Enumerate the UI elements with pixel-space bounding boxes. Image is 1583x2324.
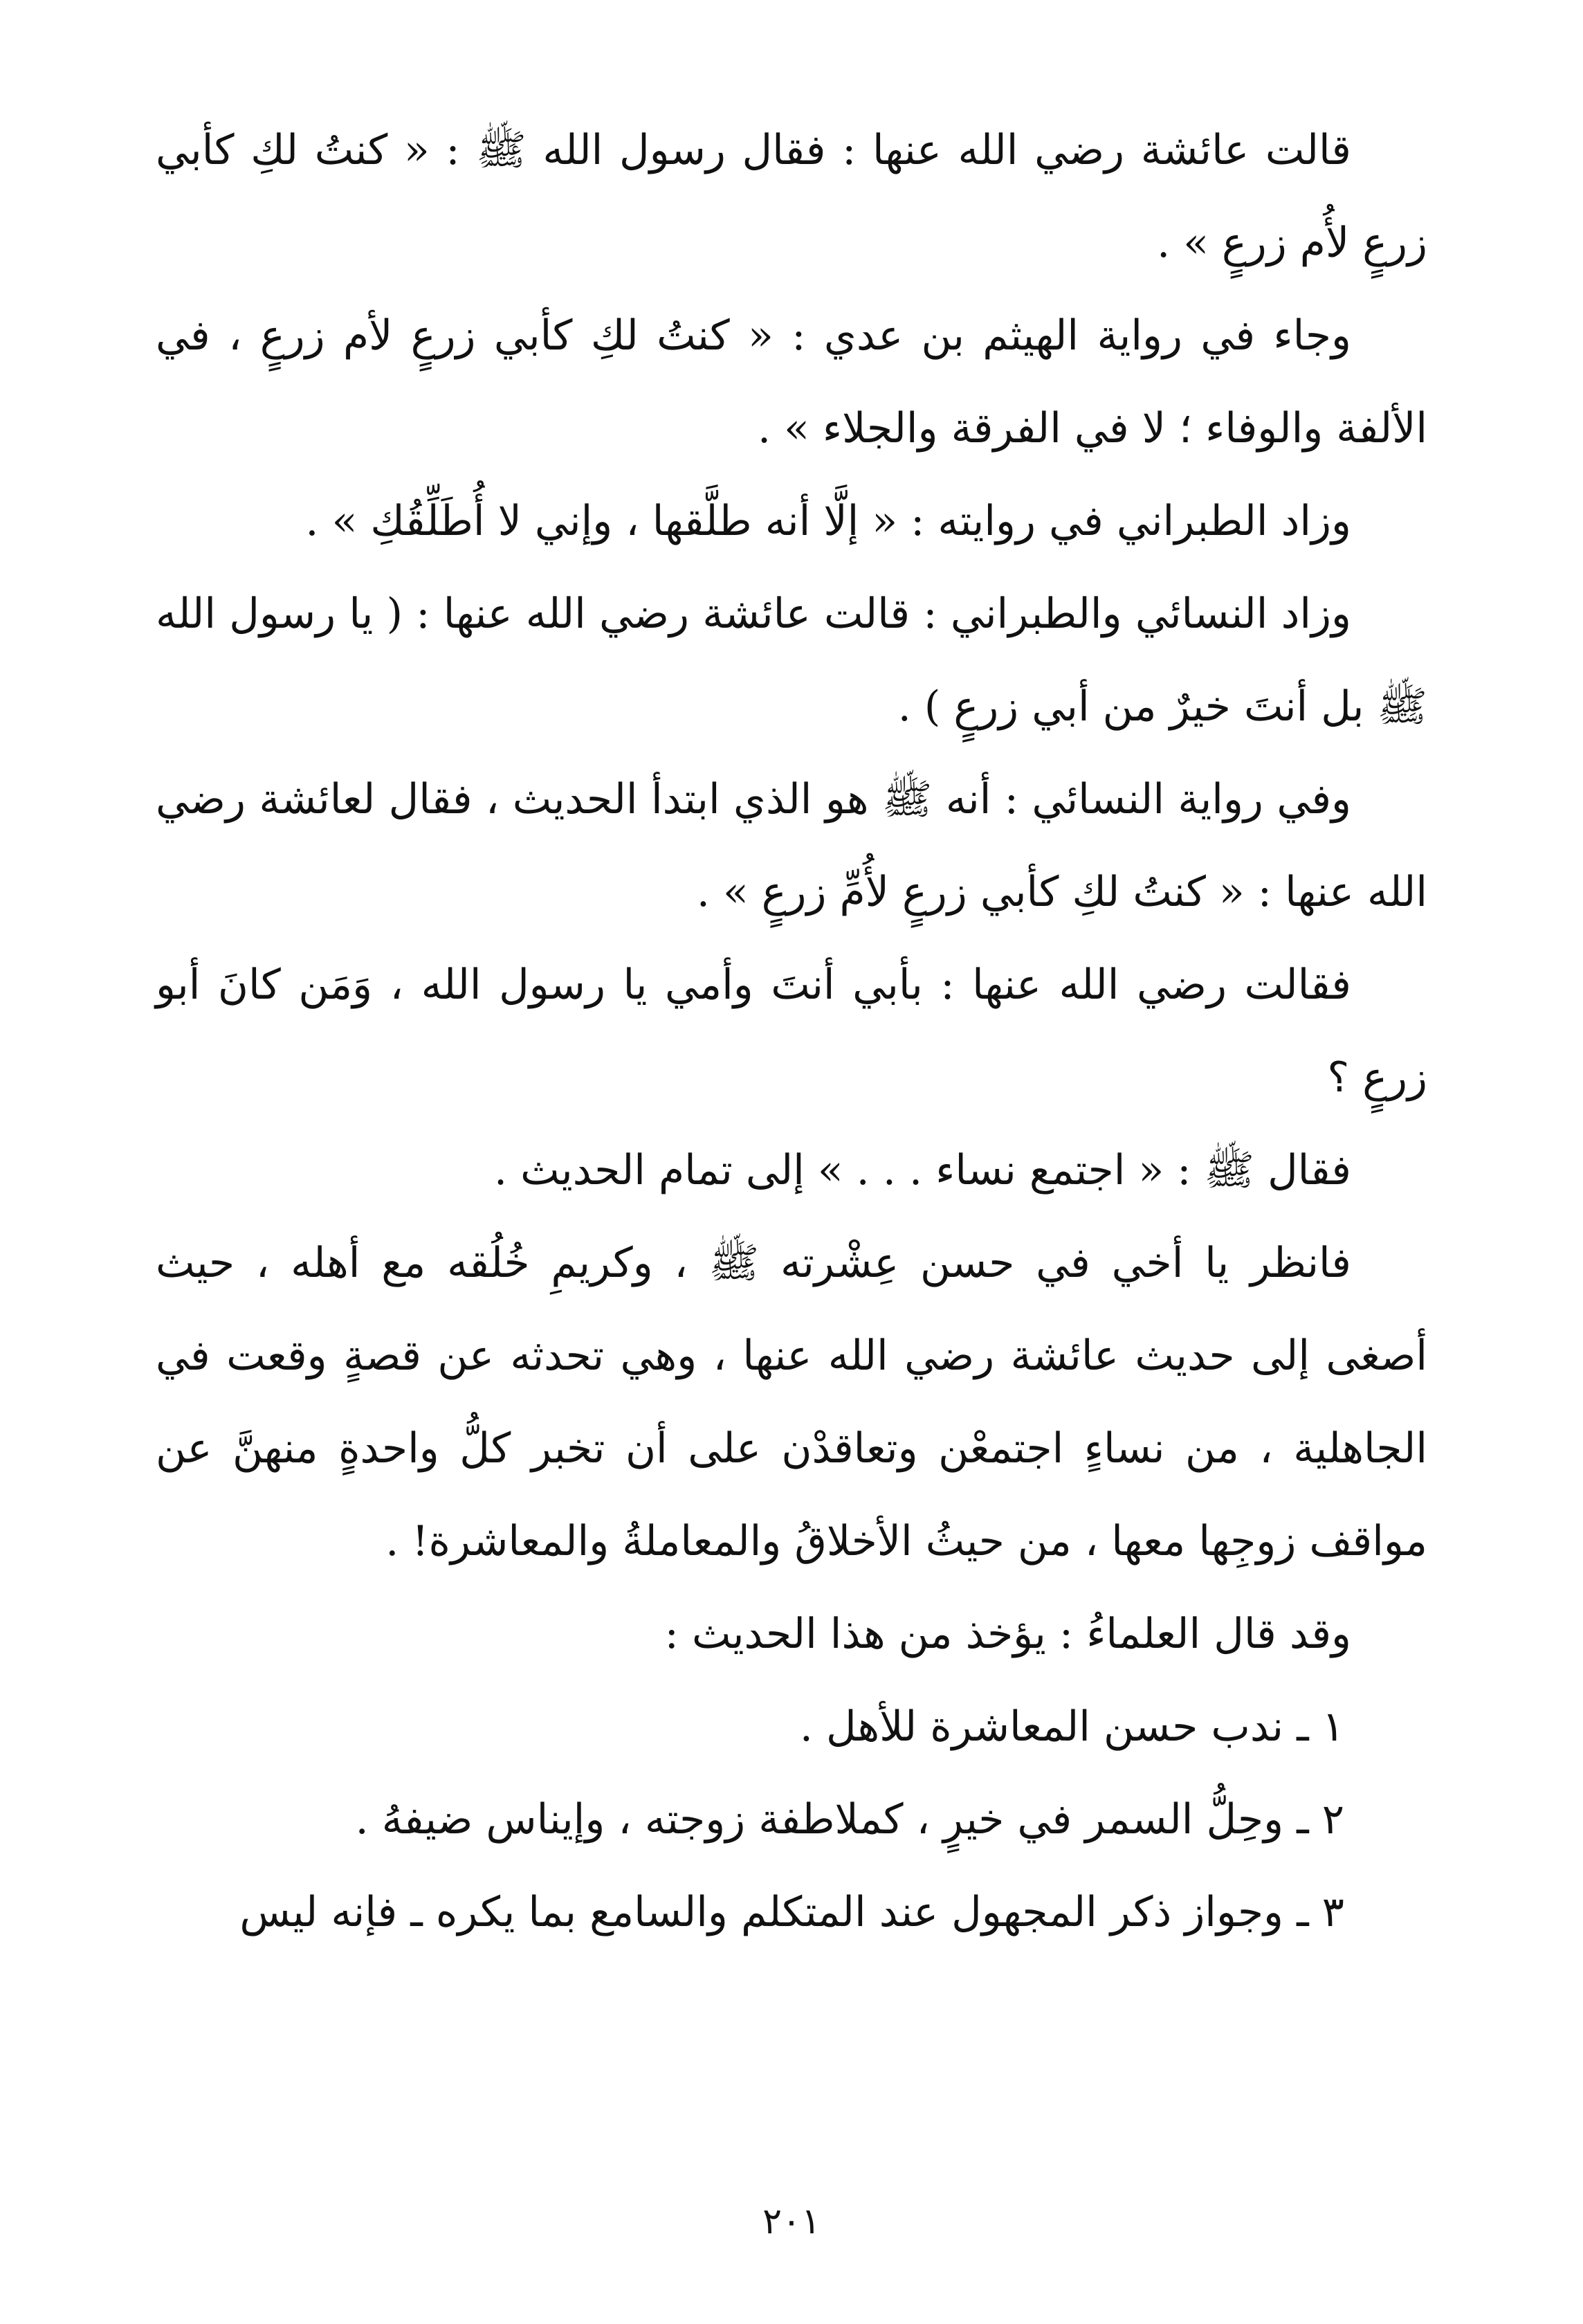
paragraph-aisha-question: فقالت رضي الله عنها : بأبي أنتَ وأمي يا رسول الله ، وَمَن كانَ أبو زرعٍ ؟ bbox=[156, 961, 1427, 1102]
paragraph-tabarani-addition: وزاد الطبراني في روايته : « إلَّا أنه طلَّقها ، وإني لا أُطَلِّقُكِ » . bbox=[305, 497, 1351, 545]
paragraph-nasai-tabarani-addition: وزاد النسائي والطبراني : قالت عائشة رضي الله عنها : ( يا رسول الله ﷺ بل أنتَ خيرٌ من أبي زرعٍ ) . bbox=[156, 590, 1427, 731]
paragraph-aisha-saying: قالت عائشة رضي الله عنها : فقال رسول الله ﷺ : « كنتُ لكِ كأبي زرعٍ لأُم زرعٍ » . bbox=[156, 126, 1427, 267]
page-body bbox=[156, 104, 1427, 1959]
paragraph-prophet-reply: فقال ﷺ : « اجتمع نساء . . . » إلى تمام الحديث . bbox=[493, 1146, 1351, 1195]
list-item-2: ٢ ـ وحِلُّ السمر في خيرٍ ، كملاطفة زوجته ، وإيناس ضيفهُ . bbox=[355, 1795, 1344, 1844]
list-item-1: ١ ـ ندب حسن المعاشرة للأهل . bbox=[799, 1703, 1344, 1751]
paragraph-scholars-intro: وقد قال العلماءُ : يؤخذ من هذا الحديث : bbox=[664, 1610, 1351, 1658]
paragraph-haytham-narration: وجاء في رواية الهيثم بن عدي : « كنتُ لكِ كأبي زرعٍ لأم زرعٍ ، في الألفة والوفاء ؛ لا في الفرقة والجلاء » . bbox=[156, 311, 1427, 453]
page-number: ٢٠١ bbox=[762, 2201, 821, 2242]
list-item-3: ٣ ـ وجواز ذكر المجهول عند المتكلم والسامع بما يكره ـ فإنه ليس bbox=[239, 1888, 1344, 1936]
paragraph-reflection: فانظر يا أخي في حسن عِشْرته ﷺ ، وكريمِ خُلُقه مع أهله ، حيث أصغى إلى حديث عائشة رضي الله عنها ، وهي تحدثه عن قصةٍ وقعت في الجاهلية ، من نساءٍ اجتمعْن وتعاقدْن على أن تخبر كلُّ واحدةٍ منهنَّ عن مواقف زوجِها معها ، من حيثُ الأخلاقُ والمعاملةُ والمعاشرة! . bbox=[156, 1239, 1427, 1565]
paragraph-nasai-narration: وفي رواية النسائي : أنه ﷺ هو الذي ابتدأ الحديث ، فقال لعائشة رضي الله عنها : « كنتُ لكِ كأبي زرعٍ لأُمِّ زرعٍ » . bbox=[156, 775, 1427, 916]
